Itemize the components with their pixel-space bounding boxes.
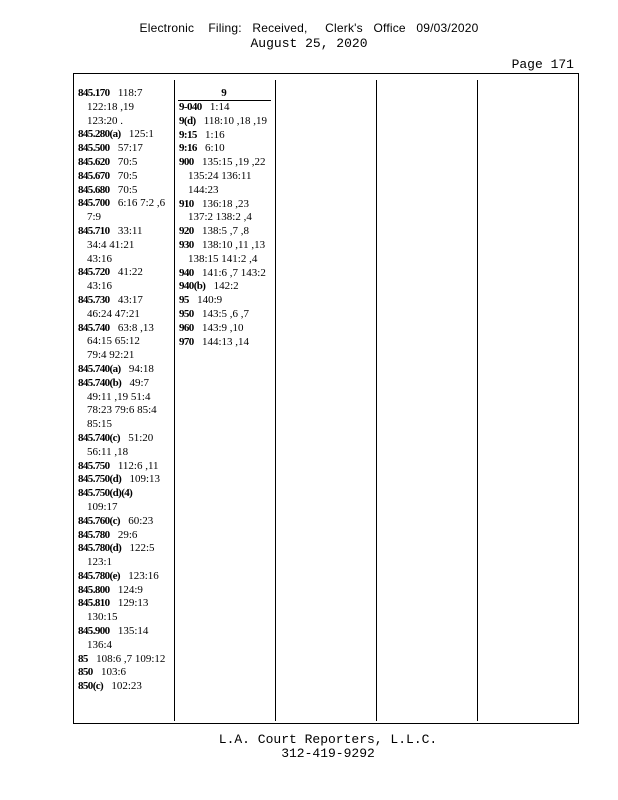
page-line-reference: 43:16 bbox=[87, 280, 113, 293]
page-line-reference: 70:5 bbox=[117, 183, 138, 196]
index-term: 845.670 bbox=[78, 169, 110, 182]
page-line-reference: 123:20 . bbox=[87, 114, 124, 127]
page-line-reference: 137:2 138:2 ,4 bbox=[188, 211, 252, 224]
page-line-reference: 141:6 ,7 143:2 bbox=[201, 266, 266, 279]
index-entry bbox=[179, 225, 271, 239]
index-entry bbox=[179, 294, 271, 308]
page-line-reference: 108:6 ,7 109:12 bbox=[96, 652, 166, 665]
page-line-reference: 112:6 ,11 bbox=[117, 459, 159, 472]
index-entry bbox=[179, 308, 271, 322]
index-entry bbox=[78, 197, 173, 225]
index-entry bbox=[78, 473, 173, 487]
index-term: 845.750(d) bbox=[78, 473, 122, 486]
index-term: 850 bbox=[78, 666, 93, 679]
index-entry bbox=[179, 322, 271, 336]
page-line-reference: 138:15 141:2 ,4 bbox=[188, 252, 258, 265]
page-line-reference: 118:7 bbox=[117, 87, 143, 99]
page-line-reference: 51:20 bbox=[128, 431, 154, 444]
page-line-reference: 63:8 ,13 bbox=[117, 321, 154, 334]
index-entry bbox=[78, 625, 173, 653]
index-term: 845.500 bbox=[78, 142, 110, 155]
index-term: 845.900 bbox=[78, 625, 110, 638]
index-entry bbox=[179, 129, 271, 143]
page-line-reference: 130:15 bbox=[87, 611, 118, 624]
page-line-reference: 43:17 bbox=[117, 293, 143, 306]
index-entry bbox=[78, 294, 173, 322]
page-line-reference: 60:23 bbox=[128, 514, 154, 527]
page-line-reference: 33:11 bbox=[117, 224, 143, 237]
page-line-reference: 46:24 47:21 bbox=[87, 307, 140, 320]
index-column-2 bbox=[179, 101, 271, 349]
index-term: 850(c) bbox=[78, 680, 104, 693]
index-term: 940 bbox=[179, 266, 194, 279]
index-term: 930 bbox=[179, 238, 194, 251]
index-term: 920 bbox=[179, 225, 194, 238]
index-entry bbox=[179, 280, 271, 294]
index-entry bbox=[179, 101, 271, 115]
index-term: 845.730 bbox=[78, 293, 110, 306]
page-line-reference: 135:15 ,19 ,22 bbox=[201, 156, 266, 169]
page-line-reference: 143:5 ,6 ,7 bbox=[201, 307, 250, 320]
page-line-reference: 49:7 bbox=[129, 376, 150, 389]
index-entry bbox=[78, 184, 173, 198]
page-line-reference: 43:16 bbox=[87, 252, 113, 265]
index-term: 845.740(b) bbox=[78, 376, 122, 389]
page-line-reference: 6:10 bbox=[205, 142, 225, 155]
page-line-reference: 85:15 bbox=[87, 418, 113, 431]
index-entry bbox=[78, 266, 173, 294]
page-line-reference: 123:16 bbox=[128, 569, 159, 582]
column-divider bbox=[477, 80, 478, 721]
page-line-reference: 49:11 ,19 51:4 bbox=[87, 390, 151, 403]
page-number: Page 171 bbox=[511, 57, 574, 72]
page-line-reference: 102:23 bbox=[111, 680, 142, 693]
index-term: 9(d) bbox=[179, 114, 196, 127]
page-line-reference: 138:10 ,11 ,13 bbox=[201, 238, 266, 251]
index-term: 845.750(d)(4) bbox=[78, 487, 133, 500]
index-term: 845.700 bbox=[78, 197, 110, 210]
page-line-reference: 122:18 ,19 bbox=[87, 100, 135, 113]
index-term: 950 bbox=[179, 307, 194, 320]
index-entry bbox=[78, 322, 173, 363]
page-line-reference: 140:9 bbox=[197, 294, 223, 307]
index-term: 9:15 bbox=[179, 128, 197, 141]
index-term: 845.800 bbox=[78, 583, 110, 596]
index-entry bbox=[78, 460, 173, 474]
index-entry bbox=[179, 156, 271, 197]
index-entry bbox=[78, 653, 173, 667]
page-line-reference: 124:9 bbox=[117, 583, 143, 596]
page-line-reference: 70:5 bbox=[117, 169, 138, 182]
page-line-reference: 138:5 ,7 ,8 bbox=[201, 225, 250, 238]
index-term: 970 bbox=[179, 335, 194, 348]
page-line-reference: 109:17 bbox=[87, 500, 118, 513]
index-entry bbox=[78, 170, 173, 184]
footer-company: L.A. Court Reporters, L.L.C. bbox=[218, 732, 438, 747]
page-line-reference: 103:6 bbox=[100, 666, 127, 679]
index-term: 910 bbox=[179, 197, 194, 210]
index-entry bbox=[78, 542, 173, 570]
page-line-reference: 135:24 136:11 bbox=[188, 169, 252, 182]
page-line-reference: 144:13 ,14 bbox=[201, 335, 250, 348]
index-column-1 bbox=[78, 87, 173, 694]
document-date: August 25, 2020 bbox=[250, 36, 368, 51]
column-divider bbox=[275, 80, 276, 721]
page-line-reference: 78:23 79:6 85:4 bbox=[87, 404, 157, 417]
index-entry bbox=[78, 156, 173, 170]
index-entry bbox=[179, 198, 271, 226]
index-entry bbox=[78, 666, 173, 680]
index-term: 900 bbox=[179, 156, 194, 169]
page-line-reference: 41:22 bbox=[117, 266, 143, 279]
index-entry bbox=[78, 584, 173, 598]
index-entry bbox=[179, 142, 271, 156]
index-entry bbox=[78, 432, 173, 460]
page-line-reference: 142:2 bbox=[213, 280, 239, 293]
index-entry bbox=[78, 377, 173, 432]
index-entry bbox=[78, 680, 173, 694]
index-term: 845.620 bbox=[78, 155, 110, 168]
page-line-reference: 122:5 bbox=[129, 542, 155, 555]
index-term: 845.810 bbox=[78, 597, 110, 610]
page-line-reference: 64:15 65:12 bbox=[87, 335, 140, 348]
page-line-reference: 94:18 bbox=[128, 362, 154, 375]
page-line-reference: 144:23 bbox=[188, 183, 219, 196]
index-term: 845.170 bbox=[78, 87, 110, 99]
index-entry bbox=[78, 515, 173, 529]
page-line-reference: 29:6 bbox=[117, 528, 138, 541]
index-term: 845.680 bbox=[78, 183, 110, 196]
index-term: 940(b) bbox=[179, 280, 206, 293]
page-line-reference: 70:5 bbox=[117, 155, 138, 168]
page-line-reference: 135:14 bbox=[117, 625, 149, 638]
index-entry bbox=[78, 363, 173, 377]
page-line-reference: 136:4 bbox=[87, 638, 113, 651]
index-term: 95 bbox=[179, 294, 189, 307]
index-term: 845.740 bbox=[78, 321, 110, 334]
index-term: 9-040 bbox=[179, 101, 202, 113]
filing-stamp: Electronic Filing: Received, Clerk's Office 09/03/2020 bbox=[139, 21, 479, 35]
index-term: 845.780(e) bbox=[78, 569, 120, 582]
page-line-reference: 1:16 bbox=[205, 128, 225, 141]
page-line-reference: 56:11 ,18 bbox=[87, 445, 129, 458]
page-line-reference: 136:18 ,23 bbox=[201, 197, 250, 210]
index-entry bbox=[78, 128, 173, 142]
column-divider bbox=[376, 80, 377, 721]
column-divider bbox=[174, 80, 175, 721]
index-entry bbox=[78, 225, 173, 266]
page-line-reference: 125:1 bbox=[128, 128, 154, 141]
index-term: 845.740(c) bbox=[78, 431, 120, 444]
index-term: 845.760(c) bbox=[78, 514, 120, 527]
index-term: 845.280(a) bbox=[78, 128, 121, 141]
page-line-reference: 123:1 bbox=[87, 556, 113, 569]
index-term: 845.710 bbox=[78, 224, 110, 237]
index-entry bbox=[179, 267, 271, 281]
index-term: 845.780 bbox=[78, 528, 110, 541]
index-term: 960 bbox=[179, 321, 194, 334]
index-term: 845.720 bbox=[78, 266, 110, 279]
page-line-reference: 57:17 bbox=[117, 142, 143, 155]
page-line-reference: 1:14 bbox=[209, 101, 230, 113]
index-entry bbox=[179, 115, 271, 129]
index-entry bbox=[78, 142, 173, 156]
index-term: 9:16 bbox=[179, 142, 197, 155]
page-line-reference: 79:4 92:21 bbox=[87, 349, 135, 362]
index-entry bbox=[179, 336, 271, 350]
index-term: 845.780(d) bbox=[78, 542, 122, 555]
index-entry bbox=[78, 87, 173, 128]
index-entry bbox=[78, 529, 173, 543]
footer-phone: 312-419-9292 bbox=[281, 746, 375, 761]
index-term: 845.740(a) bbox=[78, 362, 121, 375]
index-entry bbox=[78, 487, 173, 515]
page-line-reference: 129:13 bbox=[117, 597, 149, 610]
page-line-reference: 34:4 41:21 bbox=[87, 238, 135, 251]
index-entry bbox=[78, 570, 173, 584]
page-line-reference: 143:9 ,10 bbox=[201, 321, 244, 334]
index-term: 845.750 bbox=[78, 459, 110, 472]
index-entry bbox=[179, 239, 271, 267]
page-line-reference: 118:10 ,18 ,19 bbox=[203, 114, 267, 127]
page-line-reference: 6:16 7:2 ,6 bbox=[117, 197, 166, 210]
page-line-reference: 109:13 bbox=[129, 473, 161, 486]
page-line-reference: 7:9 bbox=[87, 211, 102, 224]
index-term: 85 bbox=[78, 652, 88, 665]
column-heading: 9 bbox=[221, 87, 227, 99]
index-entry bbox=[78, 597, 173, 625]
